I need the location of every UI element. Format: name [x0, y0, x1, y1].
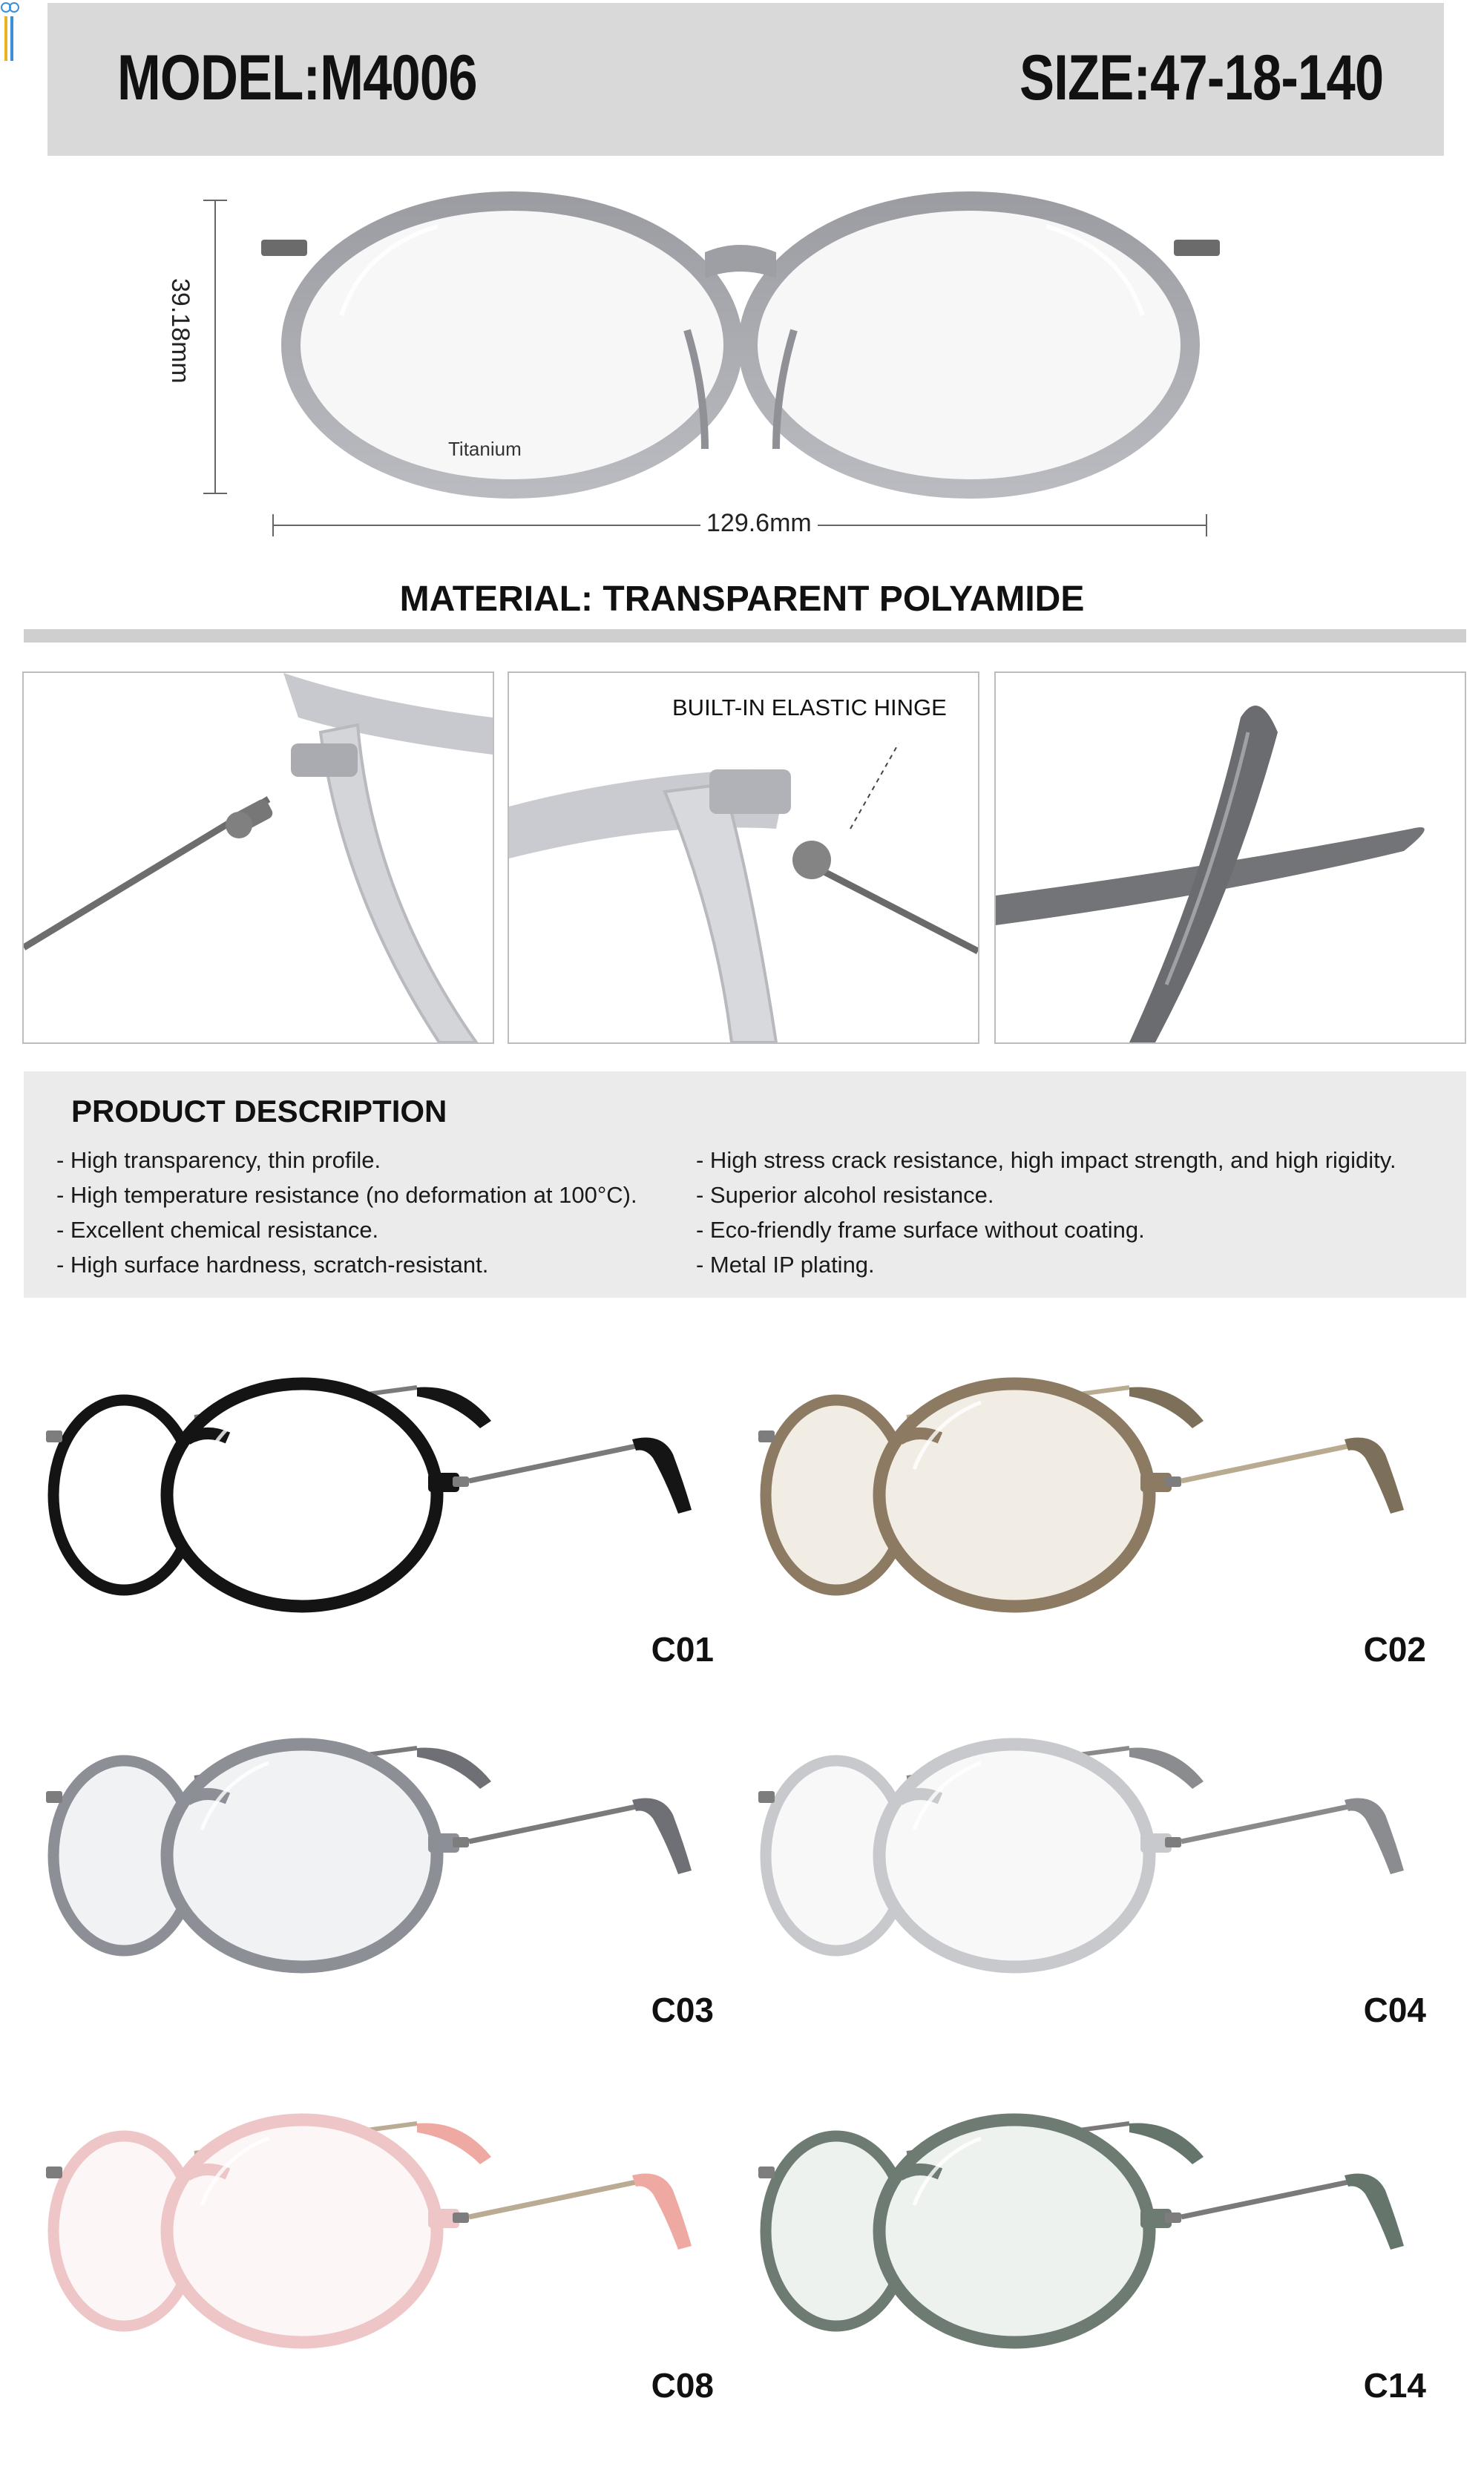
near-temple-tip: [1345, 1798, 1404, 1875]
far-hinge: [758, 1430, 775, 1442]
color-variant-card: [758, 1350, 1426, 1669]
description-item: - Eco-friendly frame surface without coating.: [696, 1217, 1145, 1243]
near-temple-tip: [632, 2174, 692, 2250]
color-code-label: C02: [1363, 1630, 1426, 1669]
detail-panel-temple-tips: [994, 671, 1466, 1044]
hinge-metal: [1165, 1837, 1181, 1847]
description-item: - Metal IP plating.: [696, 1252, 875, 1278]
far-temple-tip: [417, 1748, 491, 1789]
description-item: - High transparency, thin profile.: [56, 1147, 381, 1173]
glasses-illustration: [758, 1711, 1426, 1978]
description-list-right: [696, 1143, 1396, 1282]
near-temple: [1181, 1806, 1352, 1842]
right-lens-rim: [879, 2120, 1149, 2342]
detail-panel-hinge-side: [22, 671, 494, 1044]
near-temple-tip: [1345, 2174, 1404, 2250]
far-temple-tip: [1129, 1387, 1204, 1428]
far-hinge: [46, 1430, 62, 1442]
titanium-mark: Titanium: [448, 438, 522, 460]
color-variant-card: [758, 2086, 1426, 2405]
detail-panel-elastic-hinge: [508, 671, 979, 1044]
right-lens-rim: [167, 1384, 437, 1606]
right-lens-rim: [879, 1384, 1149, 1606]
front-view-illustration: [193, 167, 1291, 553]
model-title: MODEL:M4006: [117, 42, 477, 114]
description-item: - Superior alcohol resistance.: [696, 1182, 994, 1208]
near-temple-tip: [1345, 1438, 1404, 1514]
description-item: - High surface hardness, scratch-resistant.: [56, 1252, 489, 1278]
description-item: - Excellent chemical resistance.: [56, 1217, 379, 1243]
glasses-illustration: [46, 1350, 714, 1617]
far-hinge: [46, 1791, 62, 1803]
size-title: SIZE:47-18-140: [1020, 42, 1384, 114]
color-variant-card: [46, 1350, 714, 1669]
description-item: - High temperature resistance (no deformation at 100°C).: [56, 1182, 637, 1208]
width-dimension-label: 129.6mm: [700, 509, 818, 538]
near-temple: [469, 2181, 640, 2217]
brand-logo: [0, 0, 19, 67]
color-variant-card: [46, 2086, 714, 2405]
height-dimension-label: 39.18mm: [166, 278, 194, 384]
product-description-title: PRODUCT DESCRIPTION: [71, 1094, 447, 1129]
color-code-label: C08: [651, 2366, 714, 2405]
far-temple-tip: [1129, 2123, 1204, 2164]
near-temple: [469, 1806, 640, 1842]
material-title: MATERIAL: TRANSPARENT POLYAMIDE: [399, 579, 1085, 619]
near-temple-tip: [632, 1438, 692, 1514]
elastic-hinge-label: BUILT-IN ELASTIC HINGE: [672, 694, 947, 720]
near-temple: [1181, 1445, 1352, 1481]
material-divider: [24, 629, 1466, 643]
hinge-metal: [453, 1476, 469, 1487]
color-code-label: C14: [1363, 2366, 1426, 2405]
far-temple-tip: [1129, 1748, 1204, 1789]
glasses-illustration: [46, 2086, 714, 2353]
color-variant-card: [46, 1711, 714, 2030]
description-list-left: [56, 1143, 637, 1282]
far-hinge: [758, 1791, 775, 1803]
far-hinge: [758, 2167, 775, 2178]
color-code-label: C04: [1363, 1991, 1426, 2029]
hinge-metal: [453, 2213, 469, 2223]
near-temple-tip: [632, 1798, 692, 1875]
glasses-illustration: [758, 2086, 1426, 2353]
right-lens-rim: [879, 1744, 1149, 1967]
right-lens-rim: [167, 1744, 437, 1967]
right-lens-rim: [167, 2120, 437, 2342]
description-item: - High stress crack resistance, high impact strength, and high rigidity.: [696, 1147, 1396, 1173]
hinge-metal: [1165, 1476, 1181, 1487]
near-temple: [1181, 2181, 1352, 2217]
glasses-illustration: [46, 1711, 714, 1978]
far-temple-tip: [417, 2123, 491, 2164]
hinge-metal: [453, 1837, 469, 1847]
glasses-illustration: [758, 1350, 1426, 1617]
color-variant-card: [758, 1711, 1426, 2030]
color-code-label: C01: [651, 1630, 714, 1669]
hinge-metal: [1165, 2213, 1181, 2223]
near-temple: [469, 1445, 640, 1481]
color-code-label: C03: [651, 1991, 714, 2029]
far-hinge: [46, 2167, 62, 2178]
far-temple-tip: [417, 1387, 491, 1428]
